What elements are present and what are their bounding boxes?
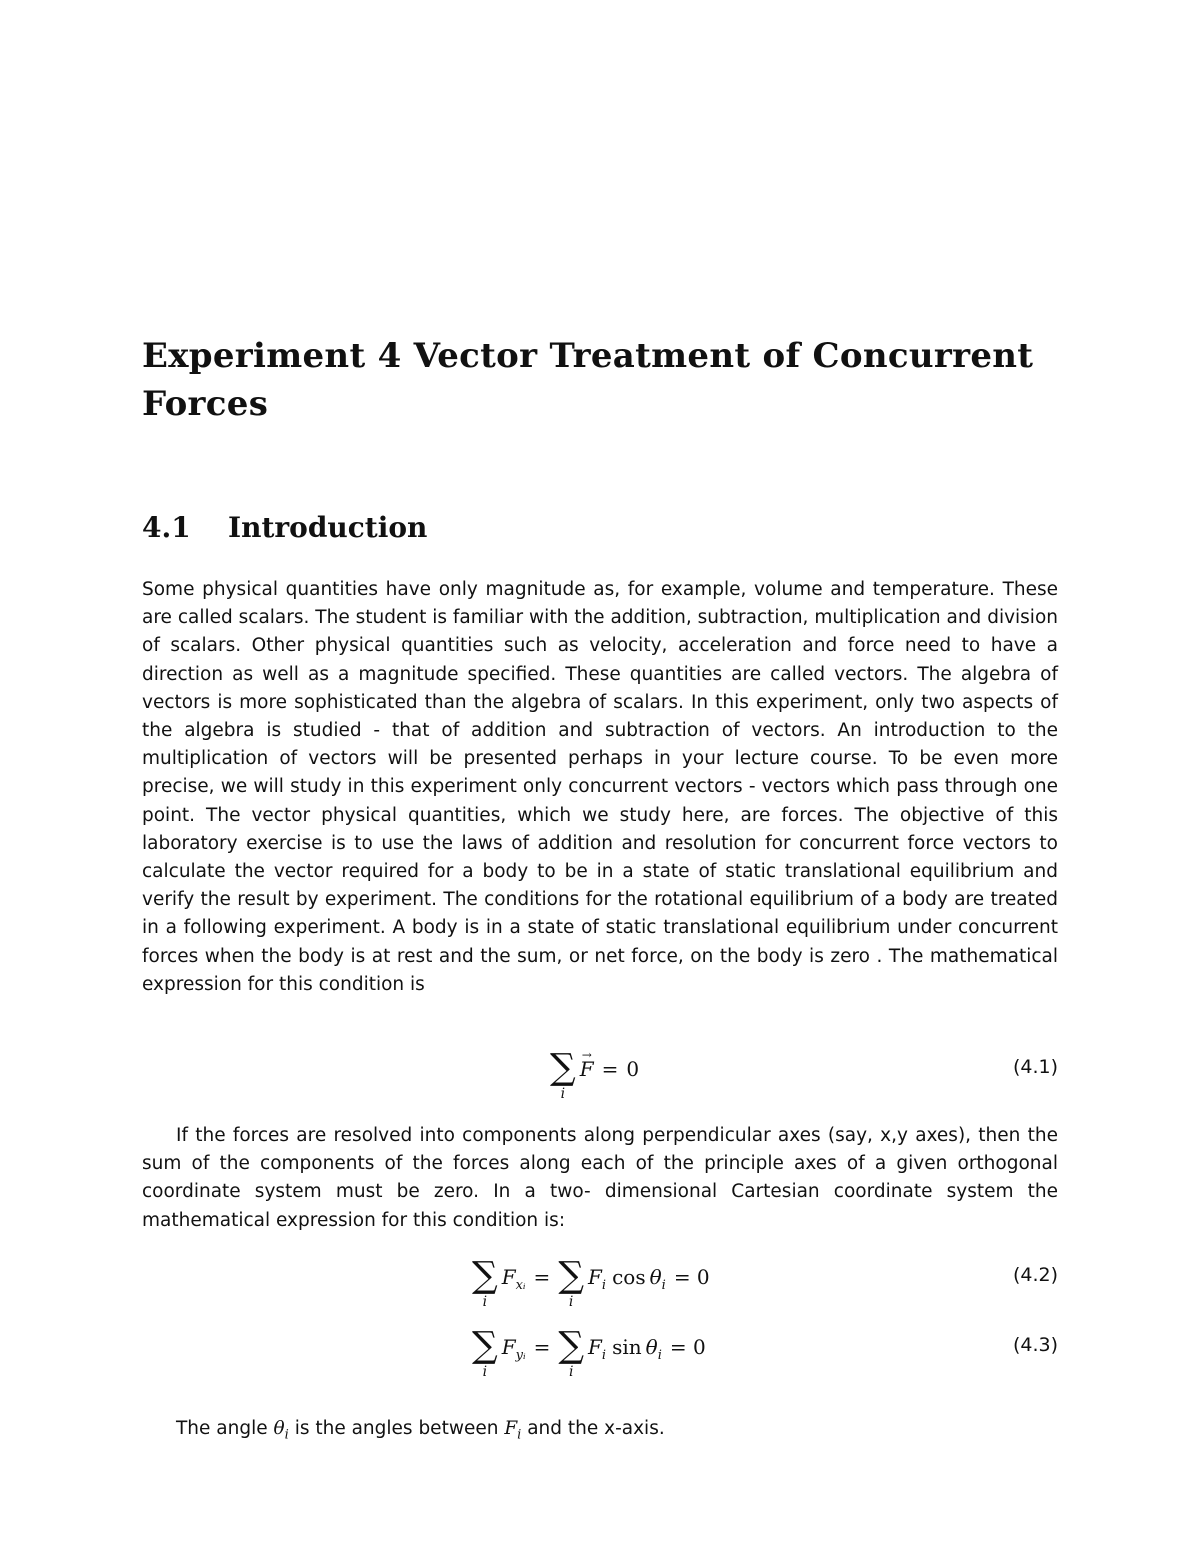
force-symbol: $F_i$ (504, 1417, 522, 1443)
equals-sign: = (533, 1335, 551, 1359)
intro-paragraph: Some physical quantities have only magnitude as, for example, volume and temperature. These are called scalars. The student is familiar with the addition, subtraction, multiplication and division of scalars. Other physical quantities such as velocity, acceleration and force need to have a direction as well as a magnitude specified. These quantities are called vectors. The algebra of vectors is more sophisticated than the algebra of scalars. In this experiment, only two aspects of the algebra is studied - that of addition and subtraction of vectors. An introduction to the multiplication of vectors will be presented perhaps in your lecture course. To be even more precise, we will study in this experiment only concurrent vectors - vectors which pass through one point. The vector physical quantities, which we study here, are forces. The objective of this laboratory exercise is to use the laws of addition and resolution for concurrent force vectors to calculate the vector required for a body to be in a state of static translational equilibrium and verify the result by experiment. The conditions for the rotational equilibrium of a body are treated in a following experiment. A body is in a state of static translational equilibrium under concurrent forces when the body is at rest and the sum, or net force, on the body is zero . The mathematical expression for this condition is (142, 579, 1058, 995)
equals-sign: = (601, 1057, 619, 1081)
equals-sign: = (533, 1265, 551, 1289)
angle-term: $\theta_i$ (645, 1335, 662, 1363)
summation-symbol: ∑ i (472, 1325, 498, 1380)
section-heading (142, 508, 427, 548)
equation-4-3 (142, 1325, 1058, 1388)
summation-symbol: ∑ i (558, 1325, 585, 1380)
cosine-function: cos (612, 1265, 646, 1289)
equation-number: (4.3) (1012, 1334, 1058, 1356)
summation-symbol: ∑ i (558, 1255, 585, 1310)
force-term: $F_i$ (588, 1265, 607, 1293)
summation-symbol: ∑ i (472, 1255, 498, 1310)
closing-sentence: The angle $\theta_i$ is the angles between $F_i$ and the x-axis. (176, 1417, 665, 1443)
equation-number: (4.1) (1012, 1056, 1058, 1078)
equation-rhs: = 0 (669, 1335, 706, 1359)
sine-function: sin (612, 1335, 642, 1359)
equation-4-1 (142, 1047, 1058, 1110)
summation-symbol: ∑ i (550, 1047, 576, 1102)
force-y-component: $F_{yᵢ}$ (501, 1335, 526, 1363)
angle-term: $\theta_i$ (649, 1265, 666, 1293)
equation-rhs: = 0 (673, 1265, 710, 1289)
chapter-title: Experiment 4 Vector Treatment of Concurrent Forces (142, 336, 1034, 424)
section-title: Introduction (228, 511, 428, 544)
force-term: $F_i$ (588, 1335, 607, 1363)
angle-symbol: $\theta_i$ (273, 1417, 289, 1443)
force-x-component: $F_{xᵢ}$ (501, 1265, 526, 1293)
equation-4-2 (142, 1255, 1058, 1318)
components-paragraph: If the forces are resolved into components along perpendicular axes (say, x,y axes), then the sum of the components of the forces along each of the principle axes of a given orthogonal coordinate system must be zero. In a two- dimensional Cartesian coordinate system the mathematical expression for this condition is: (142, 1125, 1058, 1231)
equation-number: (4.2) (1012, 1264, 1058, 1286)
force-vector: → F (580, 1050, 594, 1088)
section-number: 4.1 (142, 511, 191, 544)
equation-rhs: 0 (626, 1057, 640, 1081)
